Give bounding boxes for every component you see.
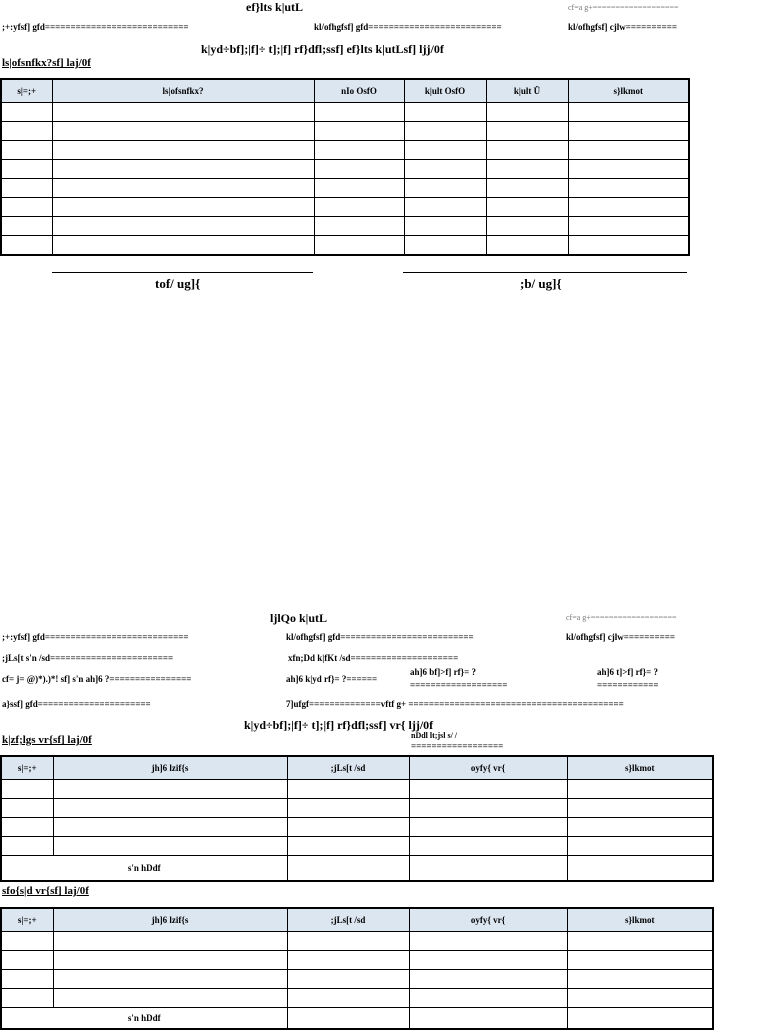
prepared-by-label: tof/ ug]{ bbox=[155, 276, 201, 291]
table-cell[interactable] bbox=[52, 236, 314, 256]
table-cell[interactable] bbox=[1, 837, 53, 856]
doc2-title: ljlQo k|utL bbox=[270, 611, 327, 625]
table-cell[interactable] bbox=[52, 198, 314, 217]
table-cell[interactable] bbox=[287, 818, 409, 837]
table-cell[interactable] bbox=[1, 122, 52, 141]
submitted-by-line bbox=[403, 272, 687, 273]
table-cell[interactable] bbox=[287, 799, 409, 818]
table-cell[interactable] bbox=[404, 103, 486, 122]
table-cell[interactable] bbox=[404, 160, 486, 179]
table-cell[interactable] bbox=[568, 179, 689, 198]
table-row bbox=[1, 932, 713, 951]
table-cell[interactable] bbox=[1, 141, 52, 160]
q3-budget-line: ============ bbox=[597, 680, 659, 690]
table-row bbox=[1, 103, 689, 122]
col-header: nIo OsfO bbox=[314, 79, 404, 103]
table-cell[interactable] bbox=[1, 951, 53, 970]
table-cell[interactable] bbox=[52, 141, 314, 160]
table-row bbox=[1, 198, 689, 217]
table-cell[interactable] bbox=[314, 236, 404, 256]
table-cell[interactable] bbox=[53, 989, 287, 1008]
table-cell[interactable] bbox=[486, 217, 568, 236]
table-cell[interactable] bbox=[404, 141, 486, 160]
doc1-year-label: ;+:yfsf] gfd============================ bbox=[2, 22, 189, 32]
table-cell[interactable] bbox=[567, 837, 713, 856]
table-cell[interactable] bbox=[53, 780, 287, 799]
table-cell[interactable] bbox=[409, 989, 567, 1008]
table-cell[interactable] bbox=[52, 122, 314, 141]
table-cell[interactable] bbox=[486, 160, 568, 179]
table-cell[interactable] bbox=[1, 198, 52, 217]
table-cell[interactable] bbox=[52, 179, 314, 198]
table-cell[interactable] bbox=[486, 236, 568, 256]
table-cell[interactable] bbox=[1, 932, 53, 951]
table-row bbox=[1, 989, 713, 1008]
total-remarks-cell[interactable] bbox=[567, 856, 713, 882]
table-cell[interactable] bbox=[404, 217, 486, 236]
table-cell[interactable] bbox=[567, 818, 713, 837]
table-cell[interactable] bbox=[568, 122, 689, 141]
admin-expense-table bbox=[0, 755, 714, 882]
table-cell[interactable] bbox=[1, 236, 52, 256]
table-cell[interactable] bbox=[1, 179, 52, 198]
total-actual-cell[interactable] bbox=[409, 1008, 567, 1030]
approved-amount-label: ;jLs[t s'n /sd======================== bbox=[2, 653, 174, 663]
table-cell[interactable] bbox=[314, 198, 404, 217]
table-row bbox=[1, 951, 713, 970]
table-cell[interactable] bbox=[53, 970, 287, 989]
table-cell[interactable] bbox=[568, 141, 689, 160]
program-expense-section-title: sfo{s|d vr{sf] laj/0f bbox=[2, 885, 89, 897]
col-header: s}lkmot bbox=[567, 908, 713, 932]
doc2-office-label: kl/ofhgfsf] gfd========================== bbox=[286, 632, 474, 642]
col-header: ls|ofsnfkx? bbox=[52, 79, 314, 103]
table-cell[interactable] bbox=[567, 989, 713, 1008]
table-cell[interactable] bbox=[567, 799, 713, 818]
table-cell[interactable] bbox=[53, 837, 287, 856]
table-cell[interactable] bbox=[314, 141, 404, 160]
table-cell[interactable] bbox=[568, 160, 689, 179]
col-header: s|=;+ bbox=[1, 79, 52, 103]
table-cell[interactable] bbox=[486, 141, 568, 160]
total-actual-cell[interactable] bbox=[409, 856, 567, 882]
doc2-date-label: cf=a g+=================== bbox=[566, 613, 677, 622]
bank-name-label: a}ssf] gfd====================== bbox=[2, 699, 151, 709]
q3-budget-label: ah]6 t]>f] rf}= ? bbox=[597, 667, 659, 677]
col-header: ;jLs[t /sd bbox=[287, 756, 409, 780]
admin-expense-section-title: k|zf;lgs vr{sf] laj/0f bbox=[2, 734, 92, 746]
table-cell[interactable] bbox=[1, 970, 53, 989]
doc1-title: ef}lts k|utL bbox=[246, 0, 304, 14]
col-header: ;jLs[t /sd bbox=[287, 908, 409, 932]
table-cell[interactable] bbox=[409, 932, 567, 951]
table-cell[interactable] bbox=[314, 122, 404, 141]
total-label: s'n hDdf bbox=[1, 1008, 287, 1030]
table-cell[interactable] bbox=[409, 970, 567, 989]
table-cell[interactable] bbox=[287, 837, 409, 856]
table-cell[interactable] bbox=[52, 217, 314, 236]
bank-address-account-label: 7]ufgf==============vftf g+ ========================================== bbox=[286, 699, 624, 709]
doc2-officer-label: kl/ofhgfsf] cjlw========== bbox=[566, 632, 676, 642]
table-cell[interactable] bbox=[486, 198, 568, 217]
table-cell[interactable] bbox=[314, 160, 404, 179]
table-cell[interactable] bbox=[287, 970, 409, 989]
table-cell[interactable] bbox=[486, 122, 568, 141]
table-cell[interactable] bbox=[53, 799, 287, 818]
overlap-note: nDdl lt;jsl s/ / bbox=[411, 731, 458, 740]
table-cell[interactable] bbox=[287, 989, 409, 1008]
table-cell[interactable] bbox=[287, 932, 409, 951]
table-cell[interactable] bbox=[1, 217, 52, 236]
q2-budget-label: ah]6 bf]>f] rf}= ? bbox=[410, 667, 477, 677]
col-header: k|ult OsfO bbox=[404, 79, 486, 103]
table-row bbox=[1, 818, 713, 837]
col-header: oyfy{ vr{ bbox=[409, 756, 567, 780]
col-header: s|=;+ bbox=[1, 908, 53, 932]
table-cell[interactable] bbox=[568, 103, 689, 122]
table-cell[interactable] bbox=[568, 217, 689, 236]
overlap-note-line: ================== bbox=[411, 741, 504, 751]
table-cell[interactable] bbox=[409, 799, 567, 818]
table-cell[interactable] bbox=[567, 951, 713, 970]
table-row bbox=[1, 217, 689, 236]
table-row bbox=[1, 179, 689, 198]
table-header-row bbox=[1, 756, 713, 780]
table-cell[interactable] bbox=[568, 198, 689, 217]
doc1-activity-table bbox=[0, 78, 690, 256]
table-cell[interactable] bbox=[287, 951, 409, 970]
col-header: s}lkmot bbox=[568, 79, 689, 103]
table-cell[interactable] bbox=[53, 951, 287, 970]
table-cell[interactable] bbox=[486, 179, 568, 198]
table-header-row bbox=[1, 908, 713, 932]
q1-budget-label: ah]6 k|yd rf}= ?====== bbox=[286, 674, 378, 684]
q2-budget-line: =================== bbox=[410, 680, 508, 690]
table-cell[interactable] bbox=[567, 970, 713, 989]
table-cell[interactable] bbox=[409, 837, 567, 856]
table-cell[interactable] bbox=[52, 160, 314, 179]
table-cell[interactable] bbox=[567, 780, 713, 799]
table-row bbox=[1, 141, 689, 160]
doc2-subtitle: k|yd÷bf];|f]÷ t];|f] rf}dfl;ssf] vr{ ljj/0f bbox=[244, 718, 434, 732]
doc1-office-label: kl/ofhgfsf] gfd========================== bbox=[314, 22, 502, 32]
table-cell[interactable] bbox=[52, 103, 314, 122]
table-cell[interactable] bbox=[1, 799, 53, 818]
table-cell[interactable] bbox=[53, 932, 287, 951]
prepared-by-line bbox=[52, 272, 313, 273]
doc1-section-title: ls|ofsnfkx?sf] laj/0f bbox=[2, 57, 91, 69]
table-cell[interactable] bbox=[1, 818, 53, 837]
total-row bbox=[1, 856, 713, 882]
table-cell[interactable] bbox=[409, 951, 567, 970]
doc2-year-label: ;+:yfsf] gfd============================ bbox=[2, 632, 189, 642]
program-expense-table bbox=[0, 907, 714, 1030]
doc1-officer-label: kl/ofhgfsf] cjlw========== bbox=[568, 22, 678, 32]
table-cell[interactable] bbox=[314, 179, 404, 198]
table-cell[interactable] bbox=[287, 780, 409, 799]
table-row bbox=[1, 780, 713, 799]
total-approved-cell[interactable] bbox=[287, 856, 409, 882]
total-approved-cell[interactable] bbox=[287, 1008, 409, 1030]
table-cell[interactable] bbox=[314, 217, 404, 236]
total-remarks-cell[interactable] bbox=[567, 1008, 713, 1030]
table-cell[interactable] bbox=[404, 179, 486, 198]
table-cell[interactable] bbox=[314, 103, 404, 122]
table-row bbox=[1, 799, 713, 818]
table-cell[interactable] bbox=[1, 160, 52, 179]
table-cell[interactable] bbox=[404, 236, 486, 256]
total-label: s'n hDdf bbox=[1, 856, 287, 882]
table-cell[interactable] bbox=[409, 780, 567, 799]
table-cell[interactable] bbox=[568, 236, 689, 256]
col-header: jh]6 lzif{s bbox=[53, 756, 287, 780]
table-cell[interactable] bbox=[567, 932, 713, 951]
table-row bbox=[1, 160, 689, 179]
col-header: s|=;+ bbox=[1, 756, 53, 780]
table-cell[interactable] bbox=[486, 103, 568, 122]
table-cell[interactable] bbox=[409, 818, 567, 837]
table-cell[interactable] bbox=[1, 103, 52, 122]
doc1-date-label: cf=a g+=================== bbox=[568, 3, 679, 12]
total-budget-label: cf= j= @)*).)*! sf] s'n ah]6 ?================ bbox=[2, 674, 192, 684]
submitted-by-label: ;b/ ug]{ bbox=[520, 276, 562, 291]
col-header: s}lkmot bbox=[567, 756, 713, 780]
table-cell[interactable] bbox=[53, 818, 287, 837]
table-cell[interactable] bbox=[404, 122, 486, 141]
table-cell[interactable] bbox=[404, 198, 486, 217]
table-row bbox=[1, 236, 689, 256]
table-row bbox=[1, 837, 713, 856]
col-header: k|ult Ü bbox=[486, 79, 568, 103]
received-amount-label: xfn;Dd k|fKt /sd===================== bbox=[288, 653, 459, 663]
table-row bbox=[1, 970, 713, 989]
col-header: oyfy{ vr{ bbox=[409, 908, 567, 932]
table-cell[interactable] bbox=[1, 989, 53, 1008]
table-row bbox=[1, 122, 689, 141]
total-row bbox=[1, 1008, 713, 1030]
col-header: jh]6 lzif{s bbox=[53, 908, 287, 932]
table-cell[interactable] bbox=[1, 780, 53, 799]
table-header-row bbox=[1, 79, 689, 103]
doc1-subtitle: k|yd÷bf];|f]÷ t];|f] rf}dfl;ssf] ef}lts k|utLsf] ljj/0f bbox=[201, 42, 444, 56]
